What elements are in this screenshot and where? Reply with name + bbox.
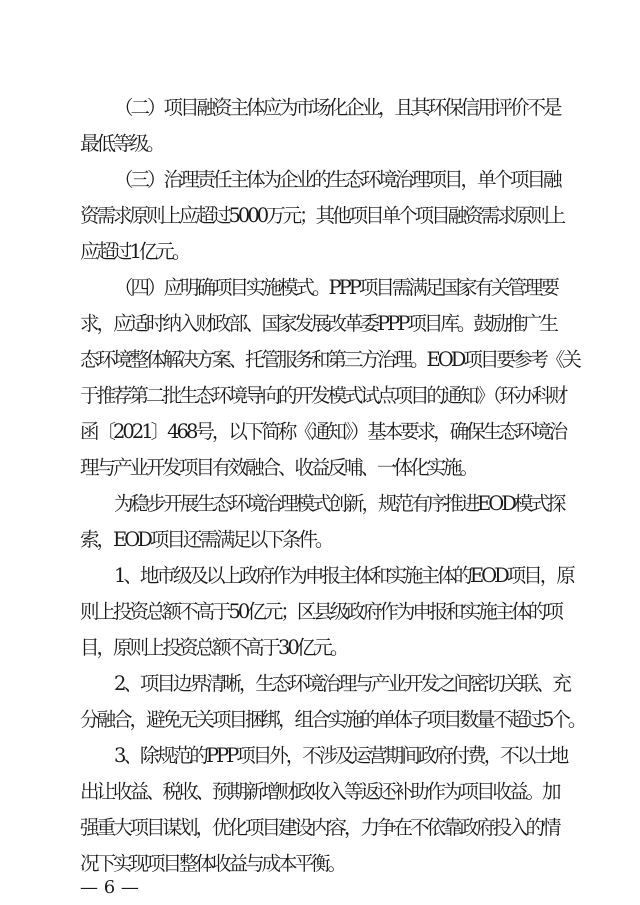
paragraph-2-line-1: （三）治理责任主体为企业的生态环境治理项目，单个项目融	[114, 168, 560, 191]
paragraph-3-line-6: 理与产业开发项目有效融合、收益反哺、一体化实施。	[80, 456, 477, 479]
paragraph-5-line-2: 则上投资总额不高于50亿元；区县级政府作为申报和实施主体的项	[80, 600, 561, 623]
paragraph-5-line-3: 目，原则上投资总额不高于30亿元。	[80, 636, 347, 659]
paragraph-6-line-2: 分融合，避免无关项目捆绑，组合实施的单体子项目数量不超过5个。	[80, 708, 585, 731]
paragraph-3-line-1: （四）应明确项目实施模式。PPP项目需满足国家有关管理要	[114, 276, 557, 299]
paragraph-7-line-1: 3、除规范的PPP项目外，不涉及运营期间政府付费，不以土地	[114, 744, 567, 767]
paragraph-1-line-2: 最低等级。	[80, 132, 163, 155]
paragraph-7-line-4: 况下实现项目整体收益与成本平衡。	[80, 852, 345, 875]
paragraph-3-line-5: 函〔2021〕468号，以下简称《通知》）基本要求，确保生态环境治	[80, 420, 566, 443]
paragraph-1-line-1: （二）项目融资主体应为市场化企业，且其环保信用评价不是	[114, 96, 560, 119]
paragraph-3-line-4: 于推荐第二批生态环境导向的开发模式试点项目的通知》（环办科财	[80, 384, 566, 407]
paragraph-2-line-3: 应超过1亿元。	[80, 240, 189, 263]
paragraph-6-line-1: 2、项目边界清晰，生态环境治理与产业开发之间密切关联、充	[114, 672, 569, 695]
paragraph-5-line-1: 1、地市级及以上政府作为申报主体和实施主体的EOD项目，原	[114, 564, 573, 587]
paragraph-3-line-3: 态环境整体解决方案、托管服务和第三方治理。EOD项目要参考《关	[80, 348, 579, 371]
paragraph-4-line-2: 索，EOD项目还需满足以下条件。	[80, 528, 332, 551]
paragraph-4-line-1: 为稳步开展生态环境治理模式创新，规范有序推进EOD模式探	[114, 492, 564, 515]
paragraph-7-line-2: 出让收益、税收、预期新增财政收入等返还补助作为项目收益。加	[80, 780, 559, 803]
paragraph-7-line-3: 强重大项目谋划，优化项目建设内容，力争在不依靠政府投入的情	[80, 816, 559, 839]
paragraph-2-line-2: 资需求原则上应超过5000万元；其他项目单个项目融资需求原则上	[80, 204, 564, 227]
page-number: — 6 —	[80, 877, 139, 898]
paragraph-3-line-2: 求，应适时纳入财政部、国家发展改革委PPP项目库。鼓励推广生	[80, 312, 556, 335]
